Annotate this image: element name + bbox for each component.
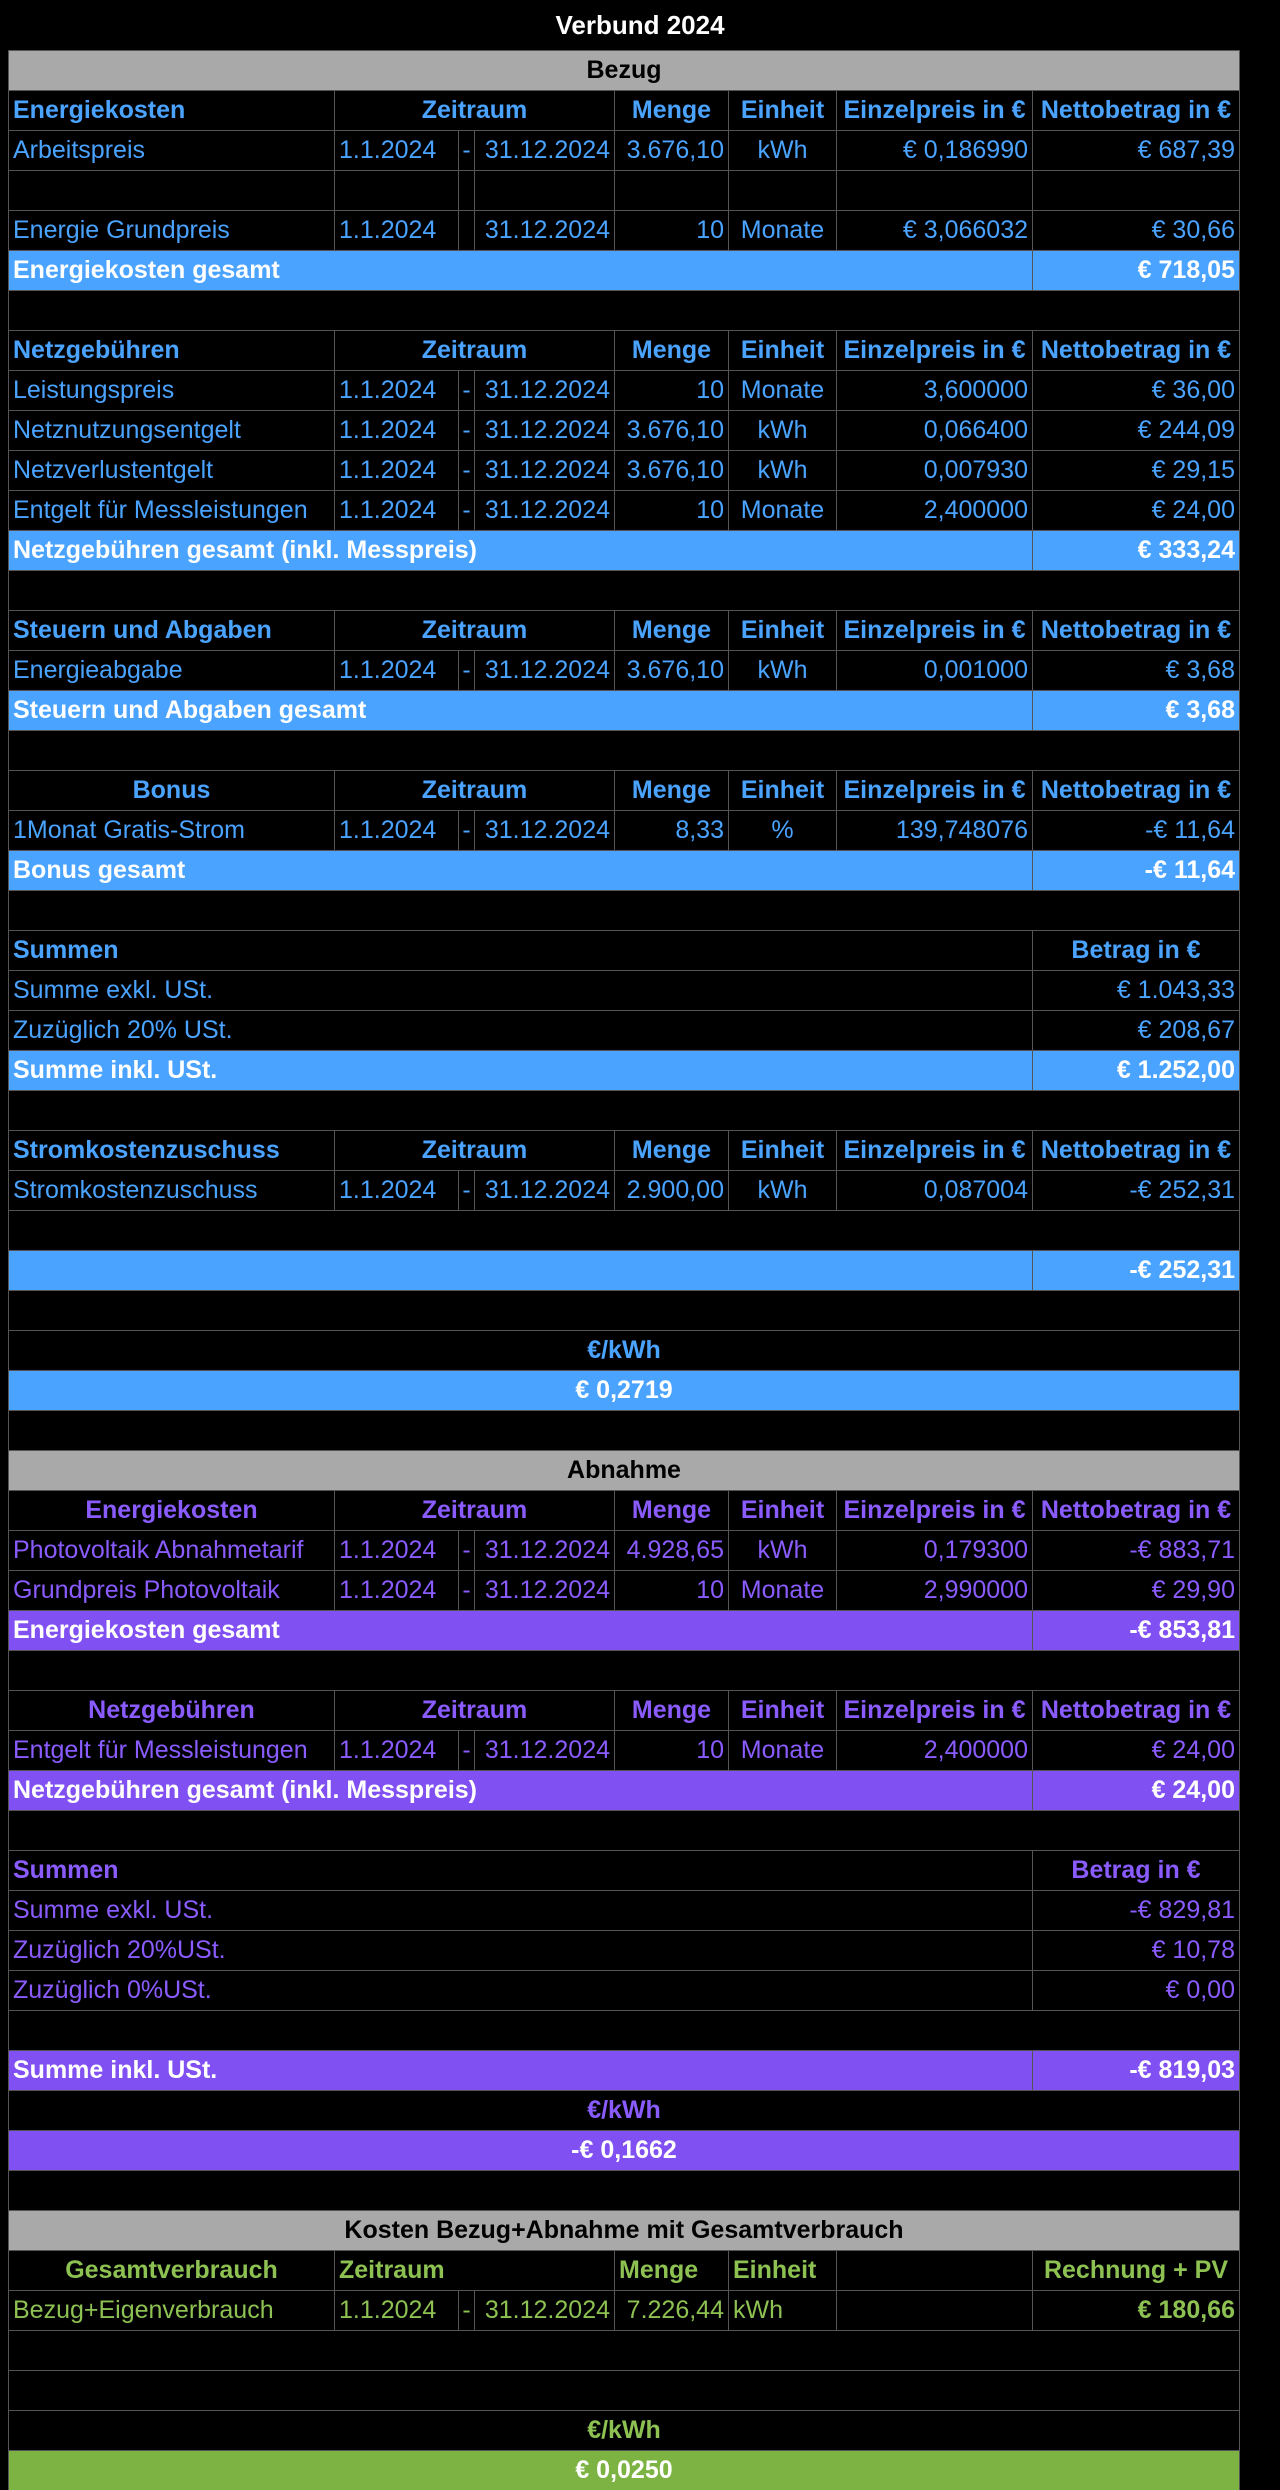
abnahme-header-label: Abnahme xyxy=(8,1451,1240,1490)
table-row xyxy=(8,370,1240,410)
date-to: 31.12.2024 xyxy=(474,2291,614,2330)
summen-item-value: € 1.043,33 xyxy=(1032,971,1240,1010)
unit-price: 0,066400 xyxy=(836,411,1032,450)
unit: Monate xyxy=(728,1571,836,1610)
unit-price: 0,179300 xyxy=(836,1531,1032,1570)
net-amount: -€ 883,71 xyxy=(1032,1531,1240,1570)
date-from: 1.1.2024 xyxy=(334,1571,458,1610)
date-separator: - xyxy=(458,411,474,450)
menge-header: Menge xyxy=(614,91,728,130)
total-row xyxy=(8,530,1240,570)
date-to: 31.12.2024 xyxy=(474,1531,614,1570)
total-value: -€ 853,81 xyxy=(1032,1611,1240,1650)
einzelpreis-header: Einzelpreis in € xyxy=(836,1491,1032,1530)
netto-header: Nettobetrag in € xyxy=(1032,331,1240,370)
einzelpreis-header: Einzelpreis in € xyxy=(836,611,1032,650)
unit-price: 0,001000 xyxy=(836,651,1032,690)
summen-row xyxy=(8,1010,1240,1050)
date-to: 31.12.2024 xyxy=(474,371,614,410)
section-header xyxy=(8,1690,1240,1730)
net-amount: € 3,68 xyxy=(1032,651,1240,690)
empty-cell xyxy=(8,731,1240,770)
item-name: Netzverlustentgelt xyxy=(8,451,334,490)
blank-table-row xyxy=(8,170,1240,210)
empty-cell xyxy=(836,171,1032,210)
empty-cell xyxy=(8,1211,1240,1250)
quantity: 10 xyxy=(614,371,728,410)
total-row xyxy=(8,1610,1240,1650)
gesamt-header-label: Kosten Bezug+Abnahme mit Gesamtverbrauch xyxy=(8,2211,1240,2250)
empty-cell xyxy=(728,171,836,210)
kwh-value: € 0,0250 xyxy=(8,2451,1240,2490)
quantity: 2.900,00 xyxy=(614,1171,728,1210)
table-row xyxy=(8,810,1240,850)
quantity: 10 xyxy=(614,1571,728,1610)
total-label: Bonus gesamt xyxy=(8,851,1032,890)
einheit-header: Einheit xyxy=(728,611,836,650)
date-to: 31.12.2024 xyxy=(474,811,614,850)
section-header xyxy=(8,770,1240,810)
empty-cell xyxy=(8,1091,1240,1130)
total-value: -€ 11,64 xyxy=(1032,851,1240,890)
unit-price: € 0,186990 xyxy=(836,131,1032,170)
section-title: Stromkostenzuschuss xyxy=(8,1131,334,1170)
quantity: 3.676,10 xyxy=(614,411,728,450)
unit-price: € 3,066032 xyxy=(836,211,1032,250)
betrag-header: Betrag in € xyxy=(1032,1851,1240,1890)
summen-title: Summen xyxy=(8,1851,1032,1890)
empty-cell xyxy=(458,171,474,210)
menge-header: Menge xyxy=(614,331,728,370)
spacer-row xyxy=(8,290,1240,330)
bezug-header xyxy=(8,50,1240,90)
unit: % xyxy=(728,811,836,850)
einheit-header: Einheit xyxy=(728,331,836,370)
item-name: Grundpreis Photovoltaik xyxy=(8,1571,334,1610)
date-separator: - xyxy=(458,2291,474,2330)
date-from: 1.1.2024 xyxy=(334,371,458,410)
kwh-label: €/kWh xyxy=(8,2411,1240,2450)
netto-header: Nettobetrag in € xyxy=(1032,1691,1240,1730)
zeitraum-header: Zeitraum xyxy=(334,1131,614,1170)
total-label: Energiekosten gesamt xyxy=(8,251,1032,290)
unit-price: 2,990000 xyxy=(836,1571,1032,1610)
quantity: 10 xyxy=(614,1731,728,1770)
zeitraum-header: Zeitraum xyxy=(334,1691,614,1730)
empty-cell xyxy=(8,2331,1240,2370)
zuschuss-total: -€ 252,31 xyxy=(1032,1251,1240,1290)
date-from: 1.1.2024 xyxy=(334,1531,458,1570)
section-header xyxy=(8,330,1240,370)
kwh-label-row xyxy=(8,2410,1240,2450)
netto-header: Nettobetrag in € xyxy=(1032,771,1240,810)
menge-header: Menge xyxy=(614,1691,728,1730)
date-to: 31.12.2024 xyxy=(474,211,614,250)
einzelpreis-header: Einzelpreis in € xyxy=(836,1691,1032,1730)
einheit-header: Einheit xyxy=(728,771,836,810)
date-from: 1.1.2024 xyxy=(334,2291,458,2330)
rechnung-header: Rechnung + PV xyxy=(1032,2251,1240,2290)
total-label: Netzgebühren gesamt (inkl. Messpreis) xyxy=(8,1771,1032,1810)
unit: Monate xyxy=(728,371,836,410)
quantity: 10 xyxy=(614,211,728,250)
menge-header: Menge xyxy=(614,771,728,810)
item-name: Entgelt für Messleistungen xyxy=(8,491,334,530)
table-row xyxy=(8,650,1240,690)
zuschuss-total-row xyxy=(8,1250,1240,1290)
summen-header xyxy=(8,930,1240,970)
date-separator: - xyxy=(458,651,474,690)
net-amount: € 24,00 xyxy=(1032,491,1240,530)
item-name: Arbeitspreis xyxy=(8,131,334,170)
summen-row xyxy=(8,1970,1240,2010)
quantity: 3.676,10 xyxy=(614,451,728,490)
net-amount: € 29,90 xyxy=(1032,1571,1240,1610)
einzelpreis-header: Einzelpreis in € xyxy=(836,91,1032,130)
einheit-header: Einheit xyxy=(728,1491,836,1530)
summen-title: Summen xyxy=(8,931,1032,970)
item-name: Entgelt für Messleistungen xyxy=(8,1731,334,1770)
summen-item-name: Summe exkl. USt. xyxy=(8,971,1032,1010)
empty-cell xyxy=(8,1291,1240,1330)
unit-price: 0,007930 xyxy=(836,451,1032,490)
date-from: 1.1.2024 xyxy=(334,411,458,450)
summen-row xyxy=(8,1890,1240,1930)
menge-header: Menge xyxy=(614,1131,728,1170)
zeitraum-header: Zeitraum xyxy=(334,2251,614,2290)
date-to: 31.12.2024 xyxy=(474,1731,614,1770)
date-to: 31.12.2024 xyxy=(474,1171,614,1210)
total-label: Energiekosten gesamt xyxy=(8,1611,1032,1650)
summen-item-value: € 0,00 xyxy=(1032,1971,1240,2010)
net-amount: € 244,09 xyxy=(1032,411,1240,450)
kwh-value-row xyxy=(8,1370,1240,1410)
unit: kWh xyxy=(728,1171,836,1210)
date-from: 1.1.2024 xyxy=(334,1731,458,1770)
empty-cell xyxy=(8,1651,1240,1690)
empty-cell xyxy=(8,2011,1240,2050)
summen-item-value: € 208,67 xyxy=(1032,1011,1240,1050)
menge-header: Menge xyxy=(614,1491,728,1530)
zeitraum-header: Zeitraum xyxy=(334,91,614,130)
quantity: 3.676,10 xyxy=(614,131,728,170)
zeitraum-header: Zeitraum xyxy=(334,1491,614,1530)
unit: kWh xyxy=(728,2291,836,2330)
kwh-value: -€ 0,1662 xyxy=(8,2131,1240,2170)
net-amount: € 30,66 xyxy=(1032,211,1240,250)
unit: kWh xyxy=(728,1531,836,1570)
spacer-row xyxy=(8,1410,1240,1450)
unit-price: 139,748076 xyxy=(836,811,1032,850)
quantity: 3.676,10 xyxy=(614,651,728,690)
einzelpreis-header: Einzelpreis in € xyxy=(836,331,1032,370)
item-name: Netznutzungsentgelt xyxy=(8,411,334,450)
section-header xyxy=(8,610,1240,650)
section-title: Bonus xyxy=(8,771,334,810)
date-separator: - xyxy=(458,491,474,530)
section-header xyxy=(8,1490,1240,1530)
summen-item-name: Zuzüglich 0%USt. xyxy=(8,1971,1032,2010)
empty-cell xyxy=(836,2251,1032,2290)
date-from: 1.1.2024 xyxy=(334,1171,458,1210)
date-to: 31.12.2024 xyxy=(474,131,614,170)
total-label: Summe inkl. USt. xyxy=(8,1051,1032,1090)
net-amount: € 36,00 xyxy=(1032,371,1240,410)
section-title: Netzgebühren xyxy=(8,1691,334,1730)
spacer-row xyxy=(8,570,1240,610)
net-amount: € 687,39 xyxy=(1032,131,1240,170)
unit-price: 2,400000 xyxy=(836,1731,1032,1770)
summen-item-name: Zuzüglich 20% USt. xyxy=(8,1011,1032,1050)
date-separator: - xyxy=(458,131,474,170)
table-row xyxy=(8,210,1240,250)
kwh-label-row xyxy=(8,2090,1240,2130)
unit: Monate xyxy=(728,491,836,530)
quantity: 7.226,44 xyxy=(614,2291,728,2330)
unit-price: 0,087004 xyxy=(836,1171,1032,1210)
total-label: Summe inkl. USt. xyxy=(8,2051,1032,2090)
einzelpreis-header: Einzelpreis in € xyxy=(836,771,1032,810)
einheit-header: Einheit xyxy=(728,1131,836,1170)
total-value: € 1.252,00 xyxy=(1032,1051,1240,1090)
net-amount: € 29,15 xyxy=(1032,451,1240,490)
total-value: € 24,00 xyxy=(1032,1771,1240,1810)
date-separator: - xyxy=(458,371,474,410)
total-row xyxy=(8,2050,1240,2090)
empty-cell xyxy=(8,1811,1240,1850)
net-amount: -€ 11,64 xyxy=(1032,811,1240,850)
item-name: Bezug+Eigenverbrauch xyxy=(8,2291,334,2330)
einheit-header: Einheit xyxy=(728,2251,836,2290)
net-amount: -€ 252,31 xyxy=(1032,1171,1240,1210)
kwh-value-row xyxy=(8,2130,1240,2170)
total-row xyxy=(8,250,1240,290)
section-header xyxy=(8,90,1240,130)
spacer-row xyxy=(8,2170,1240,2210)
empty-cell xyxy=(8,571,1240,610)
gesamt-header xyxy=(8,2210,1240,2250)
date-to: 31.12.2024 xyxy=(474,411,614,450)
empty-cell xyxy=(836,2291,1032,2330)
section-title: Steuern und Abgaben xyxy=(8,611,334,650)
summen-row xyxy=(8,1930,1240,1970)
zeitraum-header: Zeitraum xyxy=(334,611,614,650)
total-label: Netzgebühren gesamt (inkl. Messpreis) xyxy=(8,531,1032,570)
date-from: 1.1.2024 xyxy=(334,491,458,530)
spacer-row xyxy=(8,2010,1240,2050)
quantity: 4.928,65 xyxy=(614,1531,728,1570)
gesamt-section-header xyxy=(8,2250,1240,2290)
date-from: 1.1.2024 xyxy=(334,451,458,490)
summen-row xyxy=(8,970,1240,1010)
date-separator xyxy=(458,211,474,250)
date-from: 1.1.2024 xyxy=(334,131,458,170)
betrag-header: Betrag in € xyxy=(1032,931,1240,970)
summen-item-value: -€ 829,81 xyxy=(1032,1891,1240,1930)
net-amount: € 180,66 xyxy=(1032,2291,1240,2330)
empty-cell xyxy=(8,171,334,210)
unit: kWh xyxy=(728,651,836,690)
date-to: 31.12.2024 xyxy=(474,651,614,690)
item-name: Energieabgabe xyxy=(8,651,334,690)
summen-item-name: Summe exkl. USt. xyxy=(8,1891,1032,1930)
section-header xyxy=(8,1130,1240,1170)
table-row xyxy=(8,1730,1240,1770)
table-row xyxy=(8,1570,1240,1610)
total-label: Steuern und Abgaben gesamt xyxy=(8,691,1032,730)
spacer-row xyxy=(8,1090,1240,1130)
item-name: Leistungspreis xyxy=(8,371,334,410)
empty-cell xyxy=(614,171,728,210)
abnahme-header xyxy=(8,1450,1240,1490)
einheit-header: Einheit xyxy=(728,91,836,130)
empty-cell xyxy=(8,2371,1240,2410)
date-separator: - xyxy=(458,451,474,490)
spacer-row xyxy=(8,2330,1240,2370)
netto-header: Nettobetrag in € xyxy=(1032,1131,1240,1170)
netto-header: Nettobetrag in € xyxy=(1032,91,1240,130)
unit: Monate xyxy=(728,211,836,250)
summen-item-value: € 10,78 xyxy=(1032,1931,1240,1970)
empty-cell xyxy=(8,2171,1240,2210)
table-row xyxy=(8,1530,1240,1570)
total-row xyxy=(8,690,1240,730)
bezug-header-label: Bezug xyxy=(8,51,1240,90)
total-row xyxy=(8,850,1240,890)
spacer-row xyxy=(8,730,1240,770)
empty-cell xyxy=(334,171,458,210)
kwh-label: €/kWh xyxy=(8,1331,1240,1370)
unit: kWh xyxy=(728,131,836,170)
einzelpreis-header: Einzelpreis in € xyxy=(836,1131,1032,1170)
menge-header: Menge xyxy=(614,611,728,650)
spacer-row xyxy=(8,1210,1240,1250)
total-value: € 333,24 xyxy=(1032,531,1240,570)
item-name: 1Monat Gratis-Strom xyxy=(8,811,334,850)
table-row xyxy=(8,1170,1240,1210)
date-to: 31.12.2024 xyxy=(474,491,614,530)
zeitraum-header: Zeitraum xyxy=(334,331,614,370)
section-title: Energiekosten xyxy=(8,91,334,130)
total-value: -€ 819,03 xyxy=(1032,2051,1240,2090)
table-row xyxy=(8,490,1240,530)
spacer-row xyxy=(8,890,1240,930)
spacer-row xyxy=(8,1810,1240,1850)
table-row xyxy=(8,410,1240,450)
total-row xyxy=(8,1050,1240,1090)
date-to: 31.12.2024 xyxy=(474,451,614,490)
netto-header: Nettobetrag in € xyxy=(1032,611,1240,650)
netto-header: Nettobetrag in € xyxy=(1032,1491,1240,1530)
unit: kWh xyxy=(728,411,836,450)
table-row xyxy=(8,130,1240,170)
empty-cell xyxy=(8,891,1240,930)
kwh-label: €/kWh xyxy=(8,2091,1240,2130)
page-title: Verbund 2024 xyxy=(555,10,725,40)
total-value: € 3,68 xyxy=(1032,691,1240,730)
section-title: Netzgebühren xyxy=(8,331,334,370)
empty-cell xyxy=(474,171,614,210)
net-amount: € 24,00 xyxy=(1032,1731,1240,1770)
table-row xyxy=(8,2290,1240,2330)
spacer-row xyxy=(8,1650,1240,1690)
zeitraum-header: Zeitraum xyxy=(334,771,614,810)
unit-price: 2,400000 xyxy=(836,491,1032,530)
empty-cell xyxy=(1032,171,1240,210)
unit-price: 3,600000 xyxy=(836,371,1032,410)
empty-cell xyxy=(8,1411,1240,1450)
date-separator: - xyxy=(458,1171,474,1210)
date-to: 31.12.2024 xyxy=(474,1571,614,1610)
unit: Monate xyxy=(728,1731,836,1770)
item-name: Photovoltaik Abnahmetarif xyxy=(8,1531,334,1570)
date-from: 1.1.2024 xyxy=(334,651,458,690)
section-title: Gesamtverbrauch xyxy=(8,2251,334,2290)
quantity: 8,33 xyxy=(614,811,728,850)
date-separator: - xyxy=(458,811,474,850)
item-name: Energie Grundpreis xyxy=(8,211,334,250)
kwh-value-row xyxy=(8,2450,1240,2490)
empty-cell xyxy=(8,291,1240,330)
kwh-value: € 0,2719 xyxy=(8,1371,1240,1410)
date-separator: - xyxy=(458,1531,474,1570)
date-from: 1.1.2024 xyxy=(334,811,458,850)
total-row xyxy=(8,1770,1240,1810)
summen-header xyxy=(8,1850,1240,1890)
empty-cell xyxy=(8,1251,1032,1290)
unit: kWh xyxy=(728,451,836,490)
einheit-header: Einheit xyxy=(728,1691,836,1730)
menge-header: Menge xyxy=(614,2251,728,2290)
spacer-row xyxy=(8,2370,1240,2410)
item-name: Stromkostenzuschuss xyxy=(8,1171,334,1210)
quantity: 10 xyxy=(614,491,728,530)
table-row xyxy=(8,450,1240,490)
date-separator: - xyxy=(458,1731,474,1770)
date-separator: - xyxy=(458,1571,474,1610)
section-title: Energiekosten xyxy=(8,1491,334,1530)
spacer-row xyxy=(8,1290,1240,1330)
date-from: 1.1.2024 xyxy=(334,211,458,250)
kwh-label-row xyxy=(8,1330,1240,1370)
summen-item-name: Zuzüglich 20%USt. xyxy=(8,1931,1032,1970)
total-value: € 718,05 xyxy=(1032,251,1240,290)
